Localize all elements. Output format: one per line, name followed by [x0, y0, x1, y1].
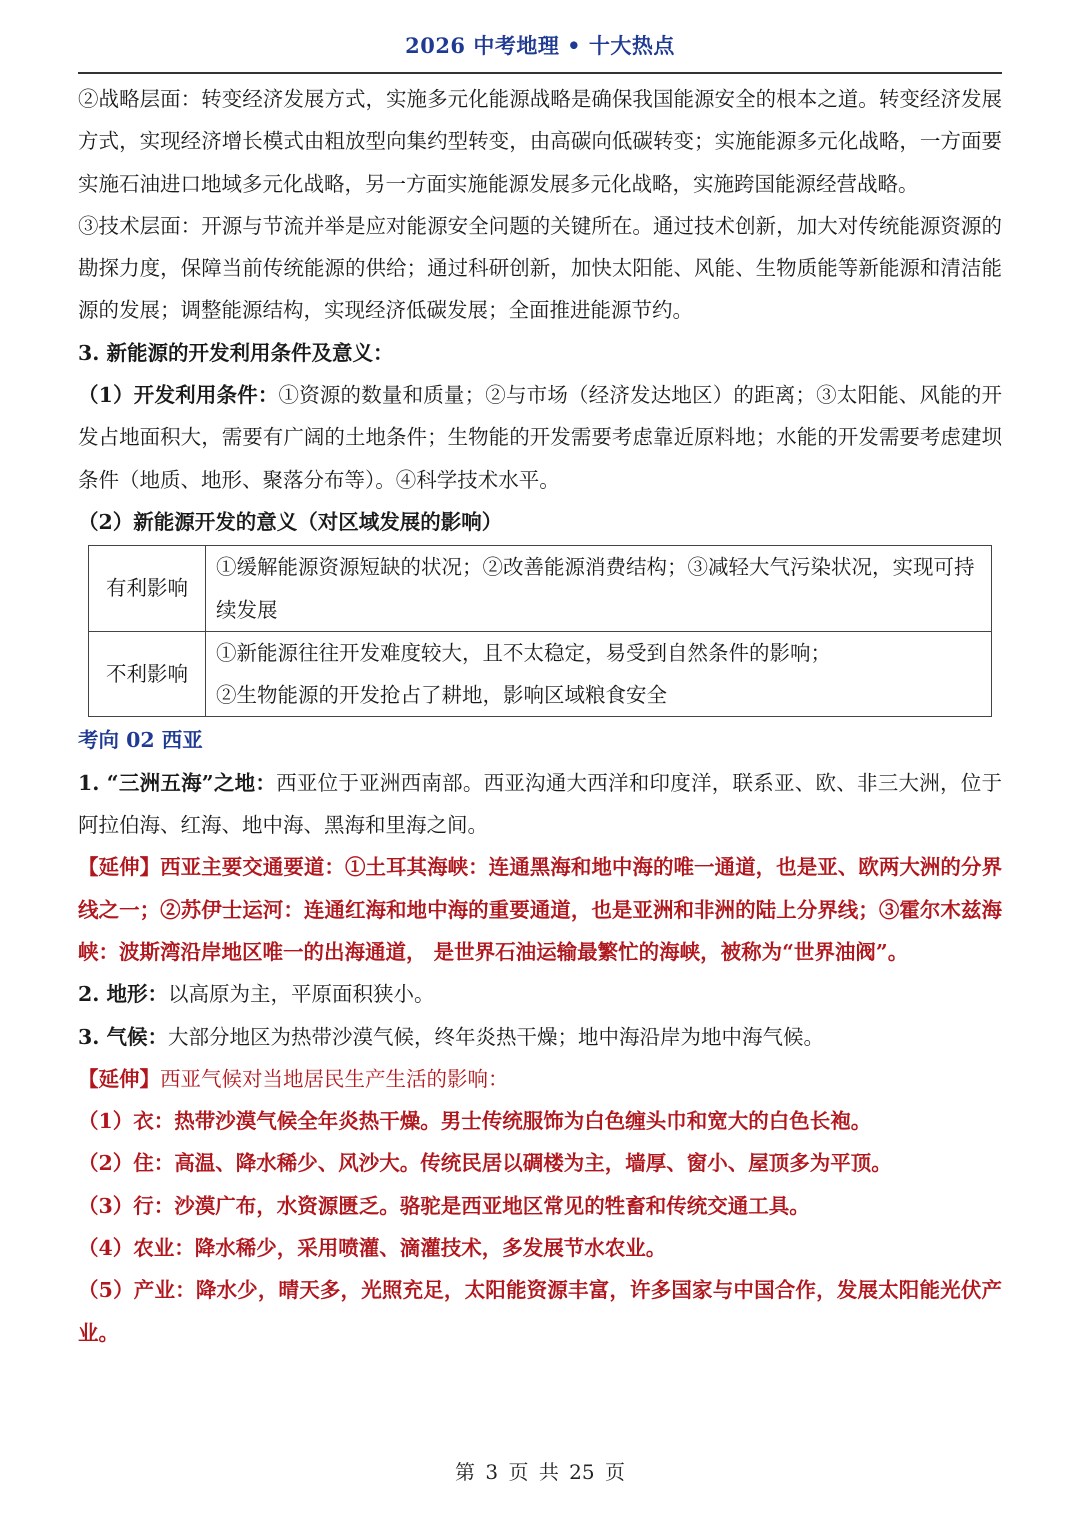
footer-prefix: 第 — [455, 1460, 475, 1484]
conditions-text: ①资源的数量和质量；②与市场（经济发达地区）的距离；③太阳能、风能的开发占地面积大，需要有广阔的土地条件；生物能的开发需要考虑靠近原料地；水能的开发需要考虑建坝条件（地质、地形、聚落分布等）。④科学技术水平。 — [78, 383, 1003, 492]
footer-suffix: 页 — [604, 1460, 625, 1484]
paragraph-terrain — [78, 973, 1002, 1015]
table-cell-label-negative: 不利影响 — [89, 631, 206, 717]
extension-transport-text: 西亚主要交通要道：①土耳其海峡：连通黑海和地中海的唯一通道，也是亚、欧两大洲的分界线之一；②苏伊士运河：连通红海和地中海的重要通道，也是亚洲和非洲的陆上分界线；③霍尔木兹海峡：波斯湾沿岸地区唯一的出海通道， 是世界石油运输最繁忙的海峡，被称为“世界油阀”。 — [78, 855, 1003, 964]
page-header-title: 2026 中考地理 • 十大热点 — [405, 33, 675, 58]
negative-line-1: ①新能源往往开发难度较大，且不太稳定，易受到自然条件的影响； — [216, 640, 831, 665]
item1-text: 西亚位于亚洲西南部。西亚沟通大西洋和印度洋，联系亚、欧、非三大洲，位于阿拉伯海、红海、地中海、黑海和里海之间。 — [78, 770, 1002, 838]
negative-line-2: ②生物能源的开发抢占了耕地，影响区域粮食安全 — [216, 683, 667, 708]
paragraph-conditions — [78, 374, 1002, 501]
item3-text: 大部分地区为热带沙漠气候，终年炎热干燥；地中海沿岸为地中海气候。 — [168, 1024, 825, 1049]
footer-mid1: 页 — [508, 1460, 529, 1484]
paragraph-strategy: ②战略层面：转变经济发展方式，实施多元化能源战略是确保我国能源安全的根本之道。转变经济发展方式，实现经济增长模式由粗放型向集约型转变，由高碳向低碳转变；实施能源多元化战略，一方面要实施石油进口地域多元化战略，另一方面实施能源发展多元化战略，实施跨国能源经营战略。 — [78, 87, 1002, 196]
paragraph-technology: ③技术层面：开源与节流并举是应对能源安全问题的关键所在。通过技术创新，加大对传统能源资源的勘探力度，保障当前传统能源的供给；通过科研创新，加快太阳能、风能、生物质能等新能源和清洁能源的发展；调整能源结构，实现经济低碳发展；全面推进能源节约。 — [78, 213, 1002, 323]
subheading-significance: （2）新能源开发的意义（对区域发展的影响） — [78, 509, 503, 534]
item3-label: 3. 气候： — [78, 1024, 169, 1049]
table-row — [89, 546, 992, 632]
footer-total-pages: 25 — [569, 1460, 595, 1484]
header-divider — [78, 72, 1002, 74]
list-item: （3）行：沙漠广布，水资源匮乏。骆驼是西亚地区常见的牲畜和传统交通工具。 — [78, 1193, 810, 1218]
extension-climate — [78, 1058, 1002, 1100]
list-item: （2）住：高温、降水稀少、风沙大。传统民居以碉楼为主，墙厚、窗小、屋顶多为平顶。 — [78, 1151, 892, 1176]
extension-transport — [78, 846, 1002, 973]
extension-climate-text: 西亚气候对当地居民生产生活的影响： — [160, 1066, 509, 1091]
section-heading-west-asia: 考向 02 西亚 — [78, 728, 203, 753]
conditions-label: （1）开发利用条件： — [78, 383, 279, 408]
footer-current-page: 3 — [485, 1460, 499, 1484]
list-item: （4）农业：降水稀少，采用喷灌、滴灌技术，多发展节水农业。 — [78, 1236, 667, 1261]
list-item: （5）产业：降水少，晴天多，光照充足，太阳能资源丰富，许多国家与中国合作，发展太阳能光伏产业。 — [78, 1278, 1002, 1345]
table-row — [89, 631, 992, 717]
page-footer — [0, 1456, 1080, 1485]
list-item: （1）衣：热带沙漠气候全年炎热干燥。男士传统服饰为白色缠头巾和宽大的白色长袍。 — [78, 1109, 872, 1134]
table-cell-label-positive: 有利影响 — [89, 546, 206, 632]
table-cell-value-negative — [206, 631, 992, 717]
section-heading-new-energy: 3. 新能源的开发利用条件及意义： — [78, 340, 394, 365]
item1-label: 1. “三洲五海”之地： — [78, 770, 277, 795]
extension-label: 【延伸】 — [78, 1066, 160, 1091]
table-cell-value-positive: ①缓解能源资源短缺的状况；②改善能源消费结构；③减轻大气污染状况，实现可持续发展 — [206, 546, 992, 632]
footer-mid2: 共 — [538, 1460, 559, 1484]
impact-table — [88, 545, 992, 717]
item2-label: 2. 地形： — [78, 982, 169, 1007]
paragraph-three-continents — [78, 762, 1002, 847]
extension-label: 【延伸】 — [78, 855, 161, 880]
paragraph-climate — [78, 1016, 1002, 1058]
item2-text: 以高原为主，平原面积狭小。 — [168, 982, 435, 1007]
document-body — [78, 78, 1002, 1354]
